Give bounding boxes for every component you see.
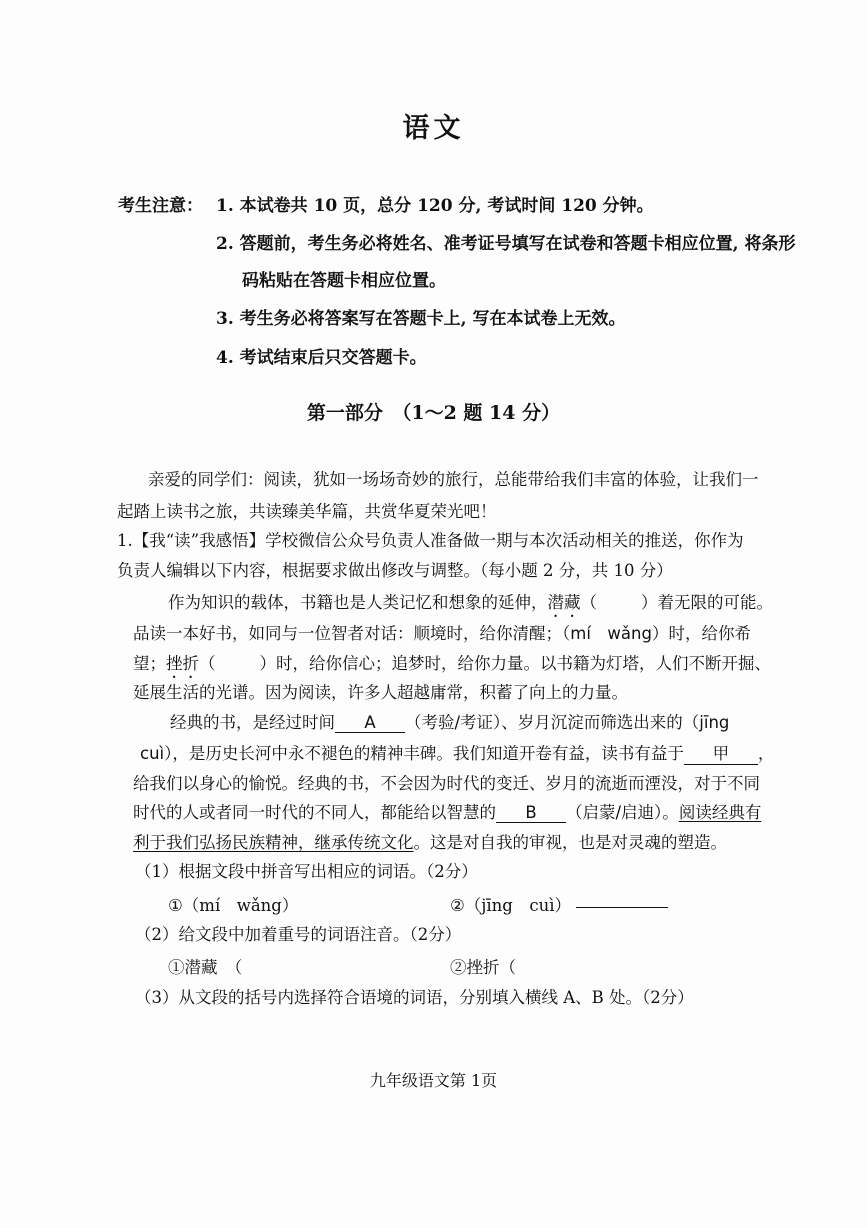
notice-item-2-cont: 码粘贴在答题卡相应位置。 (242, 271, 446, 291)
passage-text: cuì），是历史长河中永不褪色的精神丰碑。我们知道开卷有益，读书有益于 (140, 744, 684, 763)
passage-line-9 (133, 829, 727, 853)
emphasized-word-cuozhe: 挫折 (166, 654, 199, 673)
subquestion-2-b: ②挫折（ (450, 958, 516, 977)
section-title: 第一部分 （1～2 题 14 分） (306, 402, 561, 424)
subquestion-2-a: ①潜藏 （ (168, 958, 243, 977)
question-1-stem: 1.【我“读”我感悟】学校微信公众号负责人准备做一期与本次活动相关的推送，你作为 (117, 531, 744, 550)
notice-label: 考生注意： (118, 196, 203, 216)
passage-line-5 (170, 709, 729, 733)
blank-A: A (335, 713, 405, 733)
passage-line-4: 延展生活的光谱。因为阅读，许多人超越庸常，积蓄了向上的力量。 (133, 683, 628, 702)
passage-text: ）时，给你信心；追梦时，给你力量。以书籍为灯塔，人们不断开掘、 (259, 654, 771, 673)
question-1-stem-cont: 负责人编辑以下内容，根据要求做出修改与调整。（每小题 2 分，共 10 分） (117, 561, 673, 580)
notice-item-1: 1. 本试卷共 10 页，总分 120 分, 考试时间 120 分钟。 (216, 196, 654, 216)
passage-text: 经典的书，是经过时间 (170, 713, 335, 732)
passage-line-6 (140, 740, 774, 765)
passage-line-3 (133, 650, 771, 682)
passage-line-1 (168, 589, 773, 621)
passage-line-7: 给我们以身心的愉悦。经典的书，不会因为时代的变迁、岁月的流逝而湮没，对于不同 (133, 774, 760, 793)
underlined-sentence: 阅读经典有 (678, 803, 762, 822)
emphasized-word-qiancang: 潜藏 (547, 593, 581, 612)
pinyin-label: ①（mí wǎng） (168, 896, 299, 915)
subquestion-3: （3）从文段的括号内选择符合语境的词语，分别填入横线 A、B 处。（2分） (135, 988, 694, 1007)
subquestion-2: （2）给文段中加着重号的词语注音。（2分） (135, 925, 462, 944)
subquestion-1: （1）根据文段中拼音写出相应的词语。（2分） (135, 862, 478, 881)
underlined-sentence: 利于我们弘扬民族精神，继承传统文化 (133, 833, 414, 852)
subquestion-1-a (168, 892, 298, 916)
passage-text: 作为知识的载体，书籍也是人类记忆和想象的延伸， (168, 593, 548, 612)
blank-B: B (496, 803, 566, 823)
passage-text: 望； (133, 654, 166, 673)
paren-open: （ (580, 593, 597, 612)
paren-open: （ (199, 654, 216, 673)
page-title: 语文 (402, 113, 465, 144)
intro-line-2: 起踏上读书之旅，共读臻美华篇，共赏华夏荣光吧！ (117, 502, 497, 521)
notice-item-3: 3. 考生务必将答案写在答题卡上, 写在本试卷上无效。 (216, 309, 626, 329)
page-footer: 九年级语文第 1页 (369, 1071, 498, 1090)
notice-item-2: 2. 答题前，考生务必将姓名、准考证号填写在试卷和答题卡相应位置, 将条形 (216, 234, 796, 254)
pinyin-label: ②（jīng cuì） (450, 896, 572, 915)
passage-text: （启蒙/启迪）。 (566, 803, 679, 822)
passage-text: ）着无限的可能。 (641, 593, 773, 612)
subquestion-1-b (450, 892, 668, 916)
passage-text: 。这是对自我的审视，也是对灵魂的塑造。 (413, 833, 727, 852)
passage-line-2: 品读一本好书，如同与一位智者对话：顺境时，给你清醒；（mí wǎng）时，给你希 (133, 624, 751, 643)
passage-line-8 (133, 799, 761, 823)
intro-line-1: 亲爱的同学们：阅读，犹如一场场奇妙的旅行，总能带给我们丰富的体验，让我们一 (148, 470, 759, 489)
blank-jia: 甲 (684, 740, 758, 765)
passage-text: ， (757, 744, 775, 763)
passage-text: （考验/考证）、岁月沉淀而筛选出来的（jīng (405, 713, 730, 732)
answer-line (576, 906, 668, 908)
passage-text: 时代的人或者同一时代的不同人，都能给以智慧的 (133, 803, 496, 822)
notice-item-4: 4. 考试结束后只交答题卡。 (216, 348, 427, 368)
